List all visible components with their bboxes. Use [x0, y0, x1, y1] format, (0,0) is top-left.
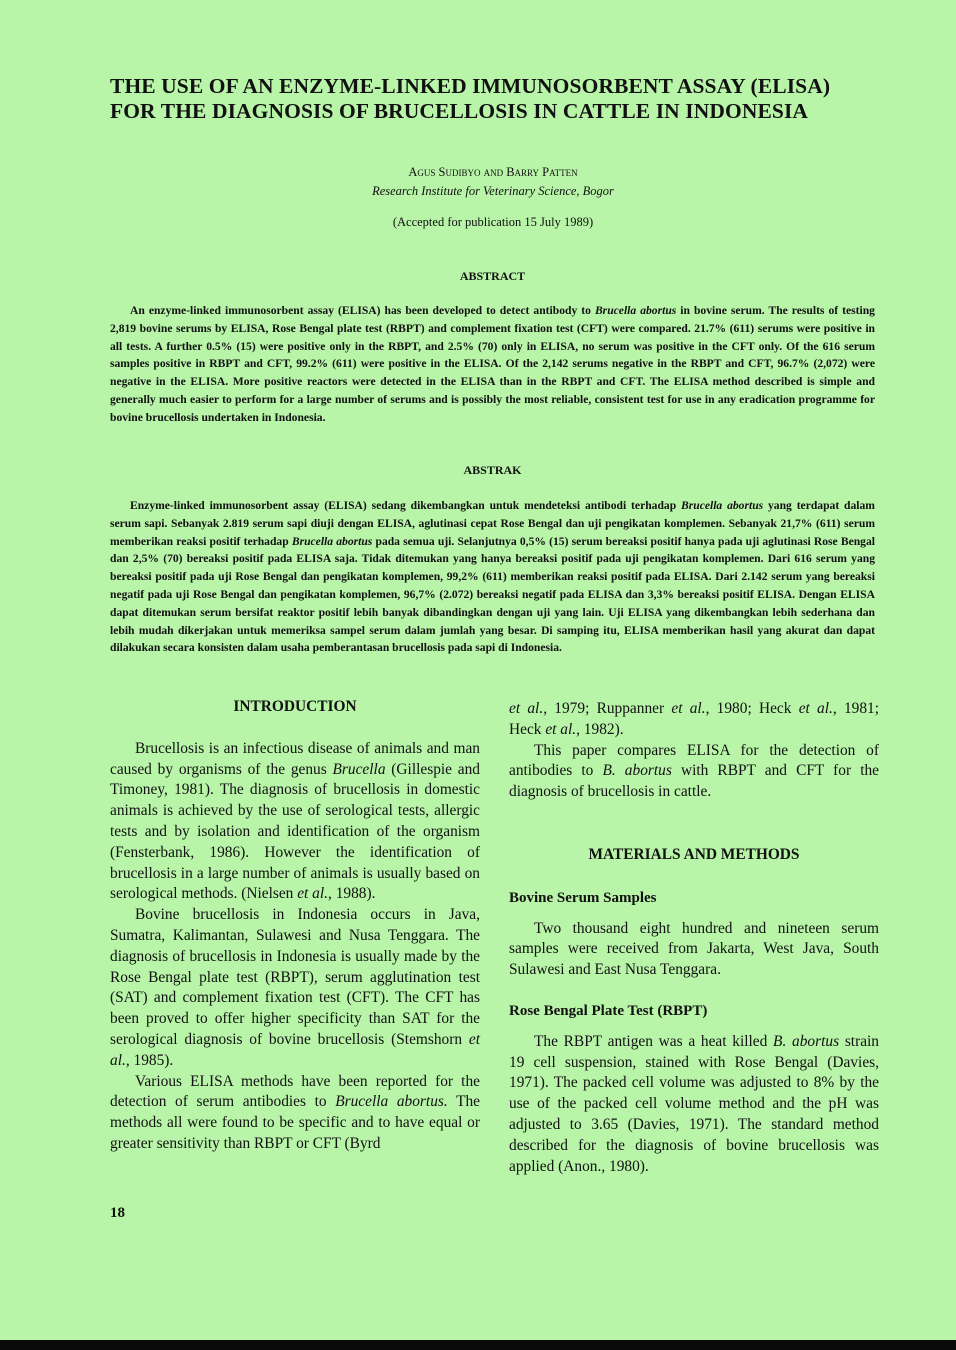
page-number: 18 [110, 1205, 125, 1221]
intro-paragraph-4: This paper compares ELISA for the detection of antibodies to B. abortus with RBPT and CFT for the diagnosis of brucellosis in cattle. [509, 741, 879, 801]
author-block [300, 163, 686, 201]
materials-methods-heading: MATERIALS AND METHODS [588, 845, 800, 863]
intro-paragraph-3: Various ELISA methods have been reported for the detection of serum antibodies to Brucella abortus. The methods all were found to be specific and to have equal or greater sensitivity than RBPT or CFT (Byrd [110, 1072, 481, 1152]
title-line-1: THE USE OF AN ENZYME-LINKED IMMUNOSORBENT ASSAY (ELISA) [110, 74, 831, 98]
abstrak-heading: ABSTRAK [463, 463, 522, 477]
abstrak-text: Enzyme-linked immunosorbent assay (ELISA) sedang dikembangkan untuk mendeteksi antibodi terhadap Brucella abortus yang terdapat dalam serum sapi. Sebanyak 2.819 serum sapi diuji dengan ELISA, aglutinasi cepat Rose Bengal dan uji pengikatan komplemen. Sebanyak 21,7% (611) serum memberikan reaksi positif terhadap Brucella abortus pada semua uji. Selanjutnya 0,5% (15) serum bereaksi positif hanya pada uji aglutinasi Rose Bengal dan 2,5% (70) bereaksi positif pada ELISA saja. Tidak ditemukan yang hanya bereaksi positif pada uji pengikatan komplemen. Dari 616 serum yang bereaksi positif pada uji Rose Bengal dan pengikatan komplemen, 99,2% (611) memberikan reaksi positif pada ELISA. Dari 2.142 serum yang bereaksi negatif pada uji Rose Bengal dan pengikatan komplemen, 96,7% (2.072) bereaksi negatif pada ELISA dan 3,3% bereaksi positif ELISA. Dengan ELISA dapat ditemukan serum bersifat reaktor positif lebih banyak dibandingkan dengan uji yang lain. Uji ELISA yang dikembangkan lebih sederhana dan lebih mudah dikerjakan untuk memeriksa sampel serum dalam jumlah yang besar. Di samping itu, ELISA memberikan hasil yang akurat dan dapat dilakukan secara konsisten dalam usaha pemberantasan brucellosis pada sapi di Indonesia. [110, 499, 875, 655]
abstract-text: An enzyme-linked immunosorbent assay (ELISA) has been developed to detect antibody to Brucella abortus in bovine serum. The results of testing 2,819 bovine serums by ELISA, Rose Bengal plate test (RBPT) and complement fixation test (CFT) were compared. 21.7% (611) serums were positive in all tests. A further 0.5% (15) were positive only in the RBPT, and 2.5% (70) only in ELISA, no serum was positive in the CFT only. Of the 616 serum samples positive in RBPT and CFT, 99.2% (611) were positive in the ELISA. Of the 2,142 serums negative in the RBPT and CFT, 96.7% (2,072) were negative in the ELISA. More positive reactors were detected in the ELISA than in the RBPT and CFT. The ELISA method described is simple and generally much easier to perform for a large number of serums and is possibly the most reliable, consistent test for use in any eradication programme for bovine brucellosis undertaken in Indonesia. [110, 304, 875, 424]
left-column [110, 697, 480, 1155]
paper-title [110, 74, 890, 124]
author-institute: Research Institute for Veterinary Science, Bogor [372, 184, 614, 198]
title-line-2: FOR THE DIAGNOSIS OF BRUCELLOSIS IN CATTLE IN INDONESIA [110, 99, 809, 123]
intro-paragraph-1: Brucellosis is an infectious disease of animals and man caused by organisms of the genus Brucella (Gillespie and Timoney, 1981). The diagnosis of brucellosis in domestic animals is achieved by the use of serological tests, allergic tests and by isolation and identification of the organism (Fensterbank, 1986). However the identification of brucellosis in a large number of animals is usually based on serological methods. (Nielsen et al., 1988). [110, 739, 481, 903]
right-column [509, 699, 879, 1177]
bottom-edge-bar [0, 1340, 956, 1350]
rbpt-text: The RBPT antigen was a heat killed B. abortus strain 19 cell suspension, stained with Rose Bengal (Davies, 1971). The packed cell volume was adjusted to 8% by the use of the packed cell volume method and the pH was adjusted to 3.65 (Davies, 1971). The standard method described for the diagnosis of bovine brucellosis was applied (Anon., 1980). [509, 1032, 880, 1175]
rbpt-heading: Rose Bengal Plate Test (RBPT) [509, 1002, 708, 1019]
bovine-serum-text: Two thousand eight hundred and nineteen serum samples were received from Jakarta, West Java, South Sulawesi and East Nusa Tenggara. [509, 919, 879, 979]
author-names: Agus Sudibyo and Barry Patten [408, 165, 578, 179]
bovine-serum-heading: Bovine Serum Samples [509, 889, 657, 906]
intro-paragraph-3-continued: et al., 1979; Ruppanner et al., 1980; Heck et al., 1981; Heck et al., 1982). [509, 700, 880, 738]
accepted-date: (Accepted for publication 15 July 1989) [392, 215, 594, 229]
abstract-heading: ABSTRACT [459, 269, 526, 283]
intro-paragraph-2: Bovine brucellosis in Indonesia occurs in Java, Sumatra, Kalimantan, Sulawesi and Nusa Tenggara. The diagnosis of brucellosis in Indonesia is usually made by the Rose Bengal plate test (RBPT), serum agglutination test (SAT) and complement fixation test (CFT). The CFT has been proved to offer higher specificity than SAT for the serological diagnosis of bovine brucellosis (Stemshorn et al., 1985). [110, 906, 480, 1069]
introduction-heading: INTRODUCTION [233, 698, 357, 715]
